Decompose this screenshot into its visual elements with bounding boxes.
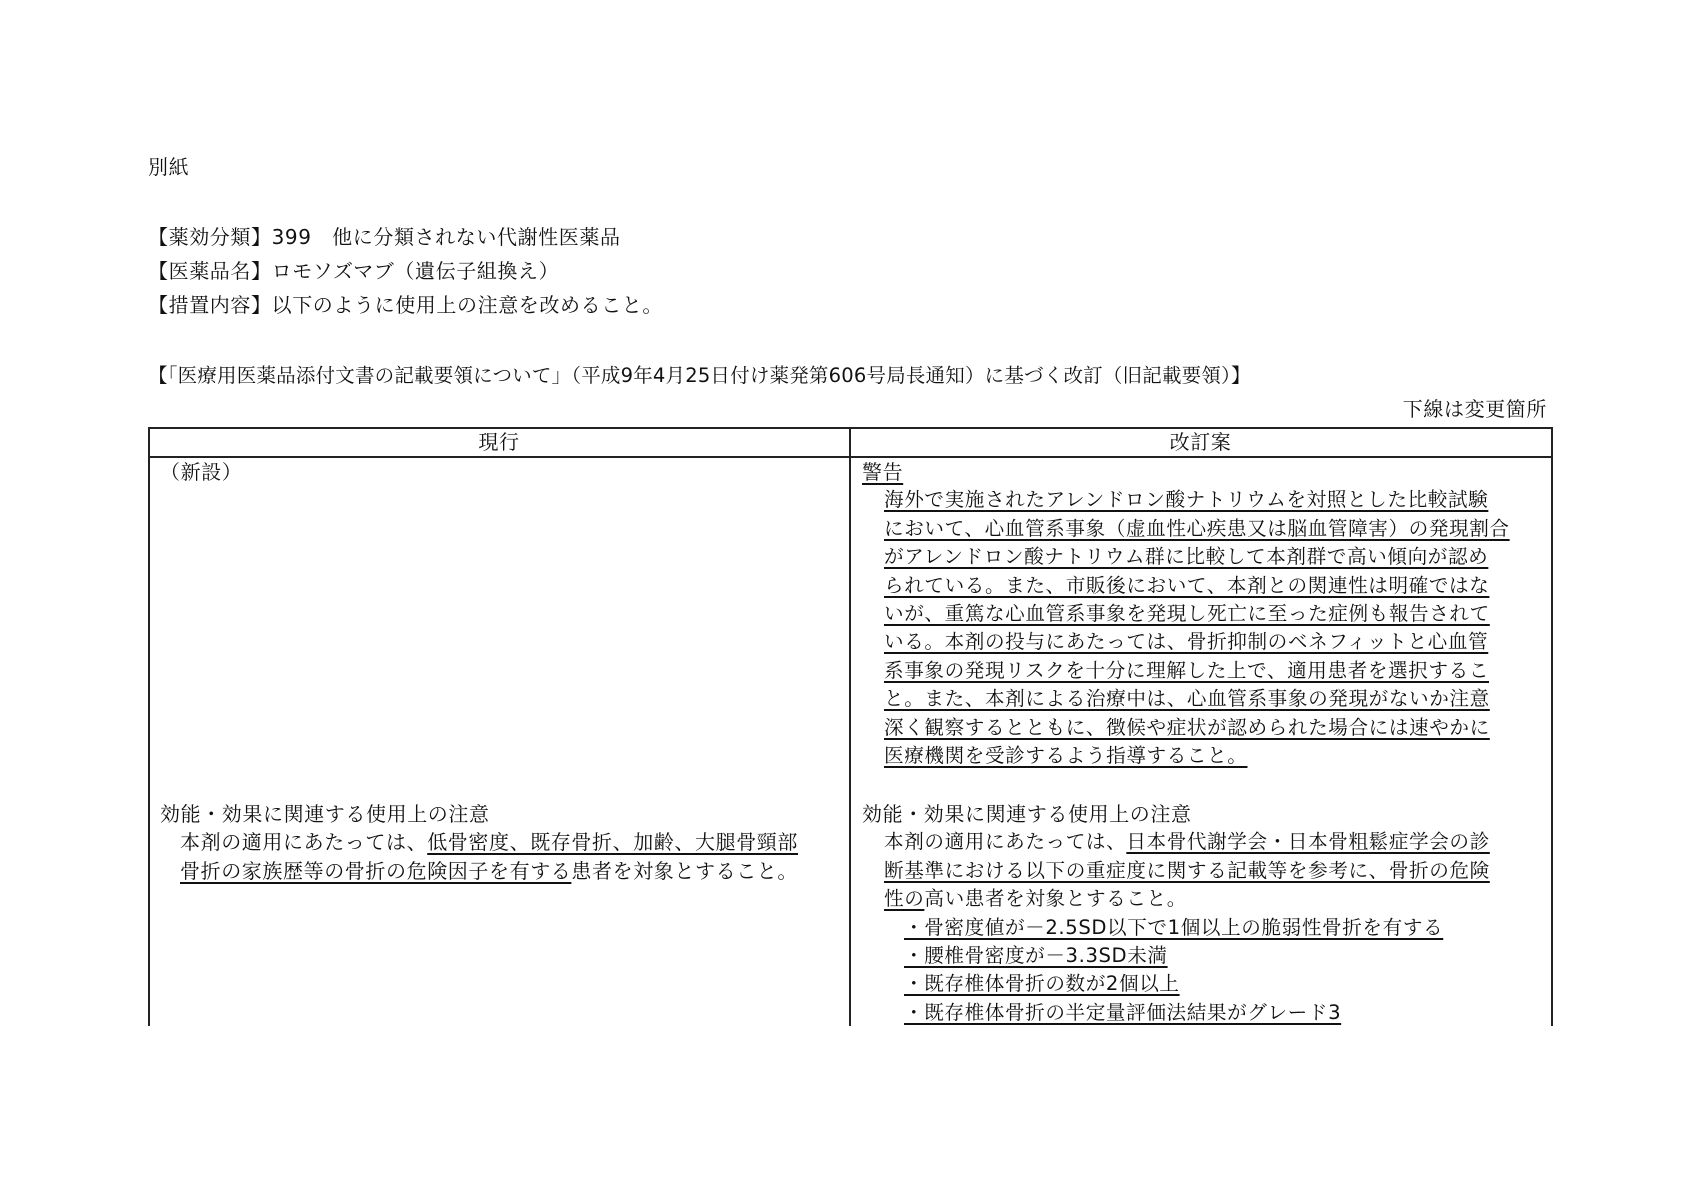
drug-line [148,257,559,285]
criteria-item: ・既存椎体骨折の数が2個以上 [904,972,1180,996]
new-marker: （新設） [160,460,243,484]
action-label: 【措置内容】 [148,293,272,317]
current-efficacy-l1-pre: 本剤の適用にあたっては、 [180,830,428,855]
drug-value: ロモソズマブ（遺伝子組換え） [271,259,560,283]
category-label: 【薬効分類】 [148,225,272,249]
annex-label: 別紙 [148,155,190,179]
warning-line: 系事象の発現リスクを十分に理解した上で、適用患者を選択するこ [884,658,1490,682]
proposed-efficacy-section [862,800,1547,1027]
warning-line: いる。本剤の投与にあたっては、骨折抑制のベネフィットと心血管 [884,630,1489,654]
current-efficacy-heading: 効能・効果に関連する使用上の注意 [160,802,490,826]
criteria-list [884,914,1547,1028]
proposed-efficacy-line-3 [884,885,1547,913]
proposed-efficacy-l2-underlined: 断基準における以下の重症度に関する記載等を参考に、骨折の危険 [884,858,1490,882]
category-line [148,223,621,251]
warning-line: がアレンドロン酸ナトリウム群に比較して本剤群で高い傾向が認め [884,545,1489,569]
warning-line: と。また、本剤による治療中は、心血管系事象の発現がないか注意 [884,687,1490,711]
proposed-efficacy-heading: 効能・効果に関連する使用上の注意 [862,802,1192,826]
proposed-efficacy-l3-post: 高い患者を対象とすること。 [924,887,1187,911]
warning-line: 医療機関を受診するよう指導すること。 [884,743,1248,767]
revision-basis: 【「医療用医薬品添付文書の記載要領について」（平成9年4月25日付け薬発第606号局長通知）に基づく改訂（旧記載要領）】 [148,364,1251,387]
warning-line: られている。また、市販後において、本剤との関連性は明確ではな [884,573,1490,597]
drug-label: 【医薬品名】 [148,259,272,283]
category-value: 399 他に分類されない代謝性医薬品 [271,225,621,249]
current-efficacy-line-1 [160,828,845,856]
warning-line: いが、重篤な心血管系事象を発現し死亡に至った症例も報告されて [884,601,1490,625]
current-efficacy-l1-underlined: 低骨密度、既存骨折、加齢、大腿骨頸部 [427,830,799,855]
current-column [160,458,840,486]
proposed-efficacy-l1-pre: 本剤の適用にあたっては、 [884,830,1127,854]
warning-line: 海外で実施されたアレンドロン酸ナトリウムを対照とした比較試験 [884,488,1489,512]
proposed-efficacy-l1-underlined: 日本骨代謝学会・日本骨粗鬆症学会の診 [1126,830,1490,854]
criteria-item: ・既存椎体骨折の半定量評価法結果がグレード3 [904,1000,1342,1024]
warning-line: において、心血管系事象（虚血性心疾患又は脳血管障害）の発現割合 [884,516,1510,540]
current-efficacy-line-2 [160,857,845,885]
action-line [148,291,663,319]
column-header-proposed: 改訂案 [1169,430,1232,454]
column-header-current: 現行 [478,430,520,454]
table-right-border [1551,427,1553,1026]
criteria-item: ・腰椎骨密度が－3.3SD未満 [904,943,1168,967]
current-efficacy-l2-post: 患者を対象とすること。 [571,858,799,883]
proposed-efficacy-line-1 [884,828,1547,856]
proposed-warning-section [862,458,1547,770]
warning-line: 深く観察するとともに、徴候や症状が認められた場合には速やかに [884,715,1490,739]
proposed-efficacy-line-2 [884,857,1547,885]
action-value: 以下のように使用上の注意を改めること。 [271,293,664,317]
criteria-item: ・骨密度値が－2.5SD以下で1個以上の脆弱性骨折を有する [904,915,1444,939]
current-efficacy-l2-underlined: 骨折の家族歴等の骨折の危険因子を有する [180,858,572,883]
table-middle-border [849,427,851,1026]
underline-note: 下線は変更箇所 [1402,397,1547,421]
table-left-border [148,427,150,1026]
warning-body [862,486,1547,770]
proposed-efficacy-l3-underlined: 性の [884,887,925,911]
warning-heading: 警告 [862,460,904,484]
current-efficacy-section [160,800,845,885]
